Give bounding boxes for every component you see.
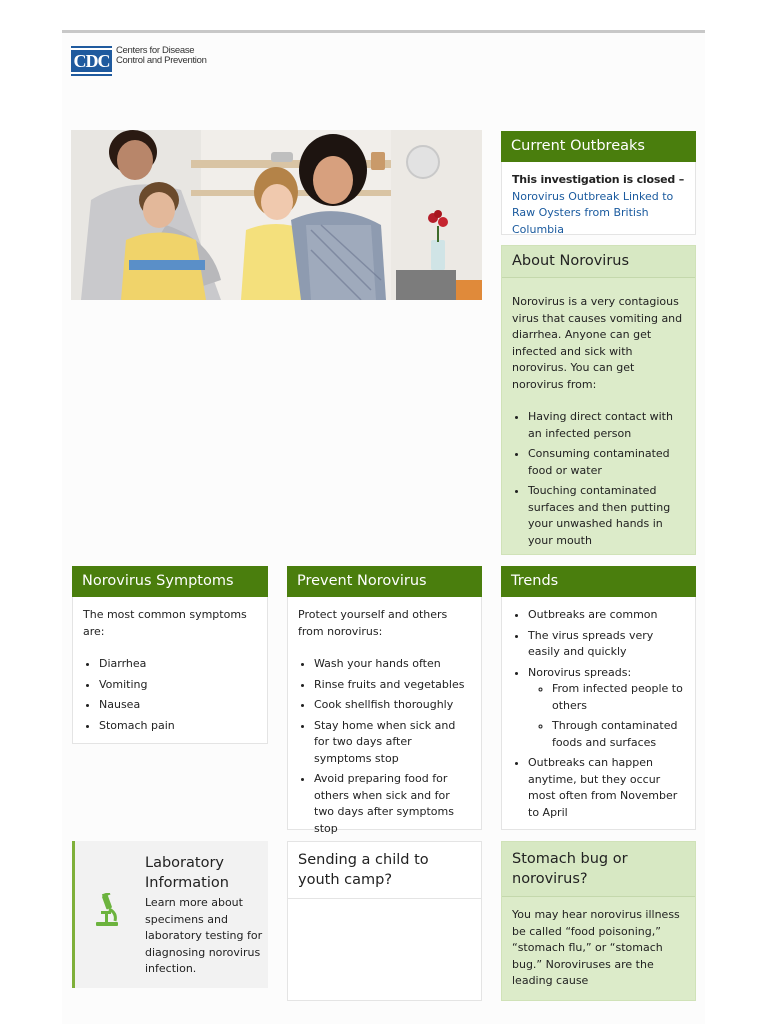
trends-list xyxy=(512,607,685,821)
trends-spreads-label: Norovirus spreads: xyxy=(528,665,632,679)
list-item xyxy=(528,665,685,752)
about-intro: Norovirus is a very contagious virus that causes vomiting and diarrhea. Anyone can get infected and sick with norovirus. You can get norovirus from: xyxy=(512,295,683,391)
laboratory-title[interactable]: Laboratory Information xyxy=(145,855,229,891)
outbreak-link[interactable]: Norovirus Outbreak Linked to Raw Oysters from British Columbia xyxy=(512,189,674,236)
laboratory-description: Learn more about specimens and laboratory testing for diagnosing norovirus infection. xyxy=(145,896,263,975)
cdc-logo-mark: CDC xyxy=(71,46,112,76)
youth-camp-title[interactable]: Sending a child to youth camp? xyxy=(288,842,481,899)
trends-sublist xyxy=(528,681,685,751)
logo-line-2: Control and Prevention xyxy=(116,55,207,66)
logo-line-1: Centers for Disease xyxy=(116,45,195,56)
symptoms-list xyxy=(83,656,257,734)
microscope-icon xyxy=(93,893,121,929)
list-item: • Rinse fruits and vegetables xyxy=(314,677,471,694)
list-item: • Consuming contaminated food or water xyxy=(528,446,685,479)
stomach-bug-card xyxy=(501,841,696,1001)
prevent-title: Prevent Norovirus xyxy=(287,566,482,597)
list-item: • Stay home when sick and for two days after symptoms stop xyxy=(314,718,471,768)
symptoms-intro: The most common symptoms are: xyxy=(83,608,247,638)
list-item: ◦ Through contaminated foods and surfaces xyxy=(552,718,685,751)
current-outbreaks-card xyxy=(501,131,696,235)
list-item: • Avoid preparing food for others when sick and for two days after symptoms stop xyxy=(314,771,471,837)
symptoms-card xyxy=(72,566,268,744)
list-item: • Having direct contact with an infected person xyxy=(528,409,685,442)
list-item: • Nausea xyxy=(99,697,257,714)
youth-camp-card[interactable] xyxy=(287,841,482,1001)
stomach-bug-text: You may hear norovirus illness be called “food poisoning,” “stomach flu,” or “stomach bug.” Noroviruses are the leading cause xyxy=(512,908,680,987)
list-item: • Diarrhea xyxy=(99,656,257,673)
hero-image-family-kitchen xyxy=(71,130,482,300)
list-item: • The virus spreads very easily and quickly xyxy=(528,628,685,661)
prevent-card xyxy=(287,566,482,835)
prevent-intro: Protect yourself and others from norovirus: xyxy=(298,608,448,638)
list-item: • Cook shellfish thoroughly xyxy=(314,697,471,714)
list-item: • Touching contaminated surfaces and then putting your unwashed hands in your mouth xyxy=(528,483,685,549)
list-item: • Outbreaks can happen anytime, but they occur most often from November to April xyxy=(528,755,685,821)
current-outbreaks-title: Current Outbreaks xyxy=(501,131,696,162)
list-item: • Outbreaks are common xyxy=(528,607,685,624)
stomach-bug-title: Stomach bug or norovirus? xyxy=(502,842,695,897)
list-item: • Stomach pain xyxy=(99,718,257,735)
cdc-logo[interactable] xyxy=(71,46,226,74)
list-item: • Wash your hands often xyxy=(314,656,471,673)
about-norovirus-card xyxy=(501,245,696,555)
outbreak-status-text: This investigation is closed – xyxy=(512,173,685,186)
prevent-list xyxy=(298,656,471,837)
symptoms-title: Norovirus Symptoms xyxy=(72,566,268,597)
trends-card xyxy=(501,566,696,830)
list-item: • Vomiting xyxy=(99,677,257,694)
cdc-logo-text xyxy=(116,46,226,66)
laboratory-info-card[interactable] xyxy=(72,841,268,988)
list-item: ◦ From infected people to others xyxy=(552,681,685,714)
trends-title: Trends xyxy=(501,566,696,597)
about-norovirus-title: About Norovirus xyxy=(502,246,695,278)
about-list xyxy=(512,409,685,549)
